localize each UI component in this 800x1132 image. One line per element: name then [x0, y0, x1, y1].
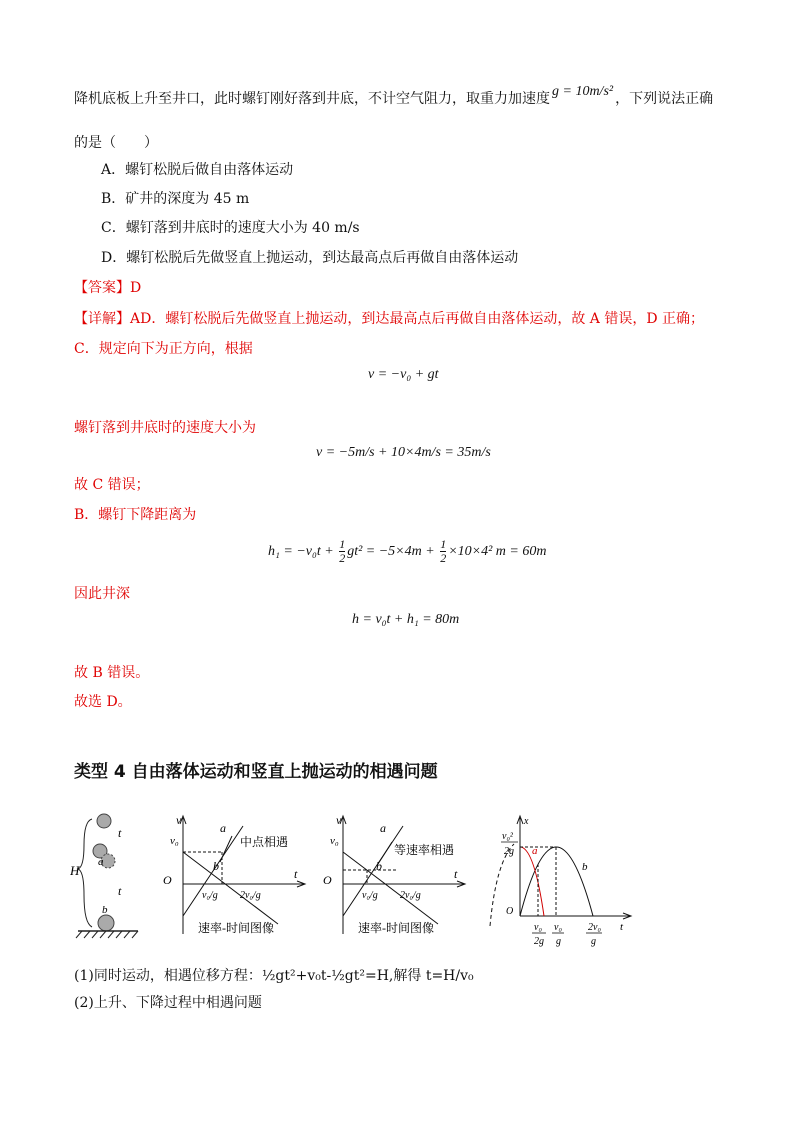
label-b: b: [582, 861, 588, 873]
t-tick1-num: v₀: [534, 922, 542, 933]
gravity-value: g = 10m/s²: [552, 84, 614, 99]
detail-line6: 因此井深: [74, 586, 130, 602]
detail-line4: 故 C 错误；: [74, 477, 150, 493]
label-b: b: [213, 859, 219, 873]
t-tick3-den: g: [591, 936, 596, 947]
tick-v0-g: v₀/g: [202, 890, 218, 901]
ball-top: [97, 814, 111, 828]
ball-bottom: [98, 915, 114, 931]
height-brace: [78, 819, 92, 927]
v-label: v: [336, 813, 342, 827]
equation-4: h = v₀t + h₁ = 80m: [352, 612, 460, 627]
equal-speed-label: 等速率相遇: [394, 843, 455, 857]
t-tick3-num: 2v₀: [588, 922, 601, 933]
caption: 速率-时间图像: [198, 921, 274, 935]
label-b: b: [376, 859, 382, 873]
t-tick1-den: 2g: [534, 936, 544, 947]
t-label: t: [620, 921, 624, 933]
label-a: a: [380, 821, 386, 835]
figure-equal-speed-meeting: [318, 812, 478, 942]
t-label: t: [454, 867, 458, 881]
equation-2: v = −5m/s + 10×4m/s = 35m/s: [316, 445, 491, 460]
line-a: [343, 826, 403, 916]
origin-label: O: [323, 873, 332, 887]
equation-3: h₁ = −v₀t + $\frac{1}{2}$ gt² = −5×4m + $\frac{1}{2}$ ×10×4² m = 60m: [268, 537, 547, 566]
detail-line1: 【详解】AD．螺钉松脱后先做竖直上抛运动，到达最高点后再做自由落体运动，故 A 错误，D 正确；: [74, 311, 705, 327]
figure-position-time: [478, 814, 638, 949]
figure-midpoint-meeting: [158, 812, 308, 942]
origin-label: O: [163, 873, 172, 887]
section-title: 类型 4 自由落体运动和竖直上抛运动的相遇问题: [74, 762, 438, 782]
ground-hatch: [76, 931, 138, 938]
detail-line5: B．螺钉下降距离为: [74, 507, 197, 523]
line-b: [343, 852, 438, 924]
x-label: x: [524, 816, 529, 827]
detail-line7: 故 B 错误。: [74, 665, 150, 681]
fraction-half: $\frac{1}{2}$: [339, 537, 346, 566]
line-b: [183, 852, 278, 924]
height-label: H: [70, 863, 80, 878]
curve-a: [520, 847, 544, 916]
ball-label-b: b: [102, 904, 108, 916]
caption: 速率-时间图像: [358, 921, 434, 935]
detail-line8: 故选 D。: [74, 694, 132, 710]
midpoint-label: 中点相遇: [240, 835, 289, 849]
y-tick-den: 2g: [504, 846, 514, 857]
answer-line: 【答案】D: [74, 280, 142, 296]
question-line2: 的是（ ）: [74, 135, 158, 151]
t-tick2-den: g: [556, 936, 561, 947]
figure-balls: [70, 805, 150, 945]
tick-2v0-g: 2v₀/g: [400, 890, 421, 901]
label-a: a: [220, 821, 226, 835]
ball-label-a: a: [98, 856, 104, 868]
origin-label: O: [506, 906, 514, 917]
t-tick2-num: v₀: [554, 922, 562, 933]
pointer-arrow: [220, 836, 232, 862]
time-label-2: t: [118, 884, 122, 898]
time-label-1: t: [118, 826, 122, 840]
fraction-half: $\frac{1}{2}$: [440, 537, 447, 566]
tick-2v0-g: 2v₀/g: [240, 890, 261, 901]
tick-v0-g: v₀/g: [362, 890, 378, 901]
v0-label: v₀: [170, 835, 179, 847]
detail-line3: 螺钉落到井底时的速度大小为: [74, 420, 256, 436]
option-d: D．螺钉松脱后先做竖直上抛运动，到达最高点后再做自由落体运动: [101, 250, 519, 266]
option-b: B．矿井的深度为 45 m: [101, 191, 250, 207]
t-label: t: [294, 867, 298, 881]
y-tick-num: v₀²: [502, 831, 513, 842]
note-1: (1)同时运动，相遇位移方程：½gt²+v₀t-½gt²=H,解得 t=H/v₀: [74, 968, 474, 984]
v-label: v: [176, 813, 182, 827]
note-2: (2)上升、下降过程中相遇问题: [74, 995, 262, 1011]
question-line1: 降机底板上升至井口，此时螺钉刚好落到井底，不计空气阻力，取重力加速度 g = 10m/s² ，下列说法正确: [74, 84, 714, 107]
v0-label: v₀: [330, 835, 339, 847]
option-c: C．螺钉落到井底时的速度大小为 40 m/s: [101, 220, 360, 236]
label-a: a: [532, 845, 538, 857]
detail-line2: C．规定向下为正方向，根据: [74, 341, 253, 357]
equation-1: v = −v₀ + gt: [368, 367, 439, 382]
option-a: A．螺钉松脱后做自由落体运动: [101, 162, 294, 178]
